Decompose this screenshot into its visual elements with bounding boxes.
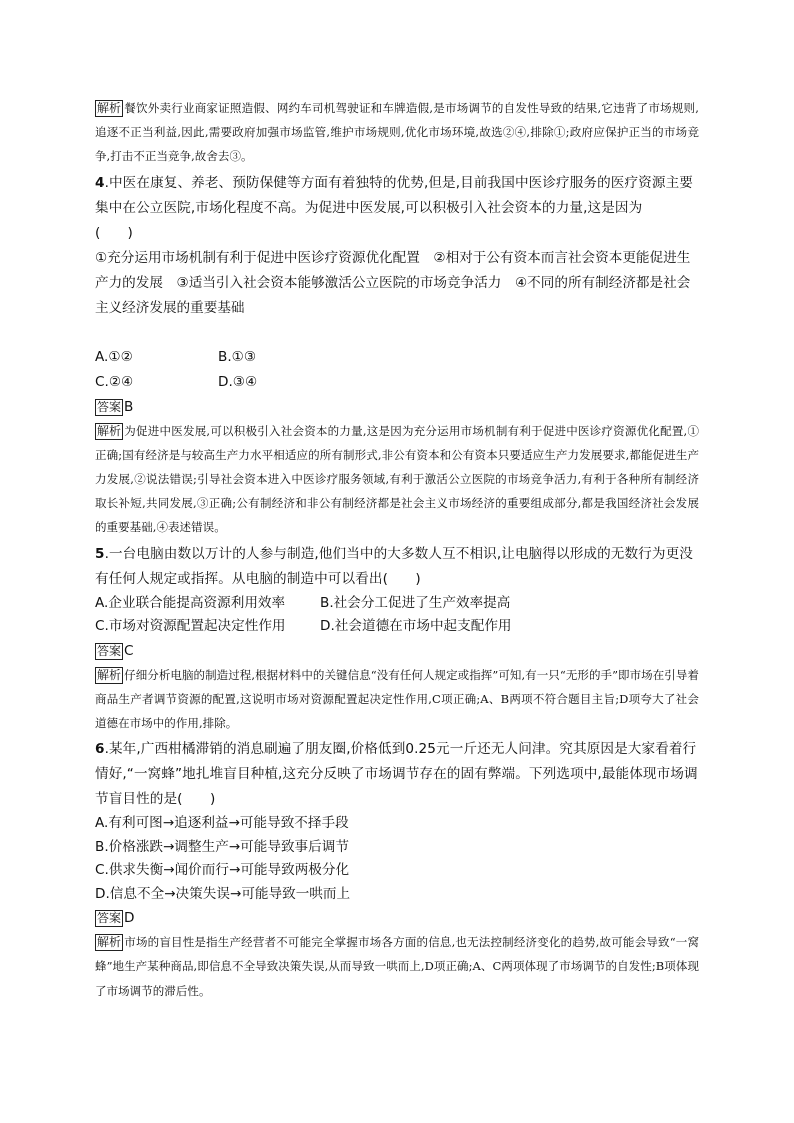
analysis-label: 解析 [97, 101, 122, 115]
q6-analysis-text: 市场的盲目性是指生产经营者不可能完全掌握市场各方面的信息,也无法控制经济变化的趋势,故可能会导致“一窝蜂”地生产某种商品,即信息不全导致决策失误,从而导致一哄而上,D项正确;A、C两项体现了市场调节的自发性;B项体现了市场调节的滞后性。 [95, 935, 699, 998]
q6-answer [95, 906, 699, 930]
q5-answer [95, 639, 699, 663]
document-page [95, 96, 699, 1003]
q6-option-c: C.供求失衡→闻价而行→可能导致两极分化 [95, 862, 350, 879]
q4-option-a: A.①② [95, 348, 133, 365]
answer-label: 答案 [97, 399, 122, 414]
analysis-label: 解析 [97, 423, 122, 438]
q4-answer [95, 395, 699, 419]
q4-answer-value: B [124, 398, 134, 415]
q4-options [95, 345, 699, 395]
q6-number: 6 [95, 741, 105, 758]
q3-analysis-text: 餐饮外卖行业商家证照造假、网约车司机驾驶证和车牌造假,是市场调节的自发性导致的结果,它违背了市场规则,追逐不正当利益,因此,需要政府加强市场监管,维护市场规则,优化市场环境,故选②④,排除①;政府应保护正当的市场竞争,打击不正当竞争,故舍去③。 [95, 101, 699, 164]
analysis-label: 解析 [97, 935, 122, 950]
q4-analysis [95, 419, 699, 540]
q4-option-d: D.③④ [218, 373, 258, 390]
q4-paren: ( ) [95, 224, 133, 241]
q4-statements: ①充分运用市场机制有利于促进中医诊疗资源优化配置 ②相对于公有资本而言社会资本更能促进生产力的发展 ③适当引入社会资本能够激活公立医院的市场竞争活力 ④不同的所有制经济都是社会主义经济发展的重要基础 [95, 249, 691, 316]
q4-option-b: B.①③ [218, 348, 257, 365]
q5-analysis-text: 仔细分析电脑的制造过程,根据材料中的关键信息“没有任何人规定或指挥”可知,有一只“无形的手”即市场在引导着商品生产者调节资源的配置,这说明市场对资源配置起决定性作用,C项正确;A、B两项不符合题目主旨;D项夸大了社会道德在市场中的作用,排除。 [95, 667, 699, 731]
q6-analysis [95, 930, 699, 1003]
q5-answer-value: C [124, 642, 134, 659]
q5-option-d: D.社会道德在市场中起支配作用 [320, 618, 512, 635]
answer-label: 答案 [97, 911, 122, 926]
q4-number: 4 [95, 174, 105, 191]
q6-answer-value: D [124, 910, 135, 927]
q6-option-b: B.价格涨跌→调整生产→可能导致事后调节 [95, 838, 349, 855]
q5-option-c: C.市场对资源配置起决定性作用 [95, 618, 286, 635]
analysis-label: 解析 [97, 667, 122, 682]
q4-analysis-text: 为促进中医发展,可以积极引入社会资本的力量,这是因为充分运用市场机制有利于促进中医诊疗资源优化配置,①正确;国有经济是与较高生产力水平相适应的所有制形式,非公有资本和公有资本只要适应生产力发展要求,都能促进生产力发展,②说法错误;引导社会资本进入中医诊疗服务领域,有利于激活公立医院的市场竞争活力,有利于各种所有制经济取长补短,共同发展,③正确;公有制经济和非公有制经济都是社会主义市场经济的重要组成部分,都是我国经济社会发展的重要基础,④表述错误。 [95, 423, 699, 535]
q4-stem [95, 171, 699, 221]
q6-options [95, 812, 699, 906]
q5-option-b: B.社会分工促进了生产效率提高 [320, 594, 511, 611]
q5-stem-text: .一台电脑由数以万计的人参与制造,他们当中的大多数人互不相识,让电脑得以形成的无数行为更没有任何人规定或指挥。从电脑的制造中可以看出( ) [95, 545, 693, 587]
answer-label: 答案 [97, 643, 122, 658]
q6-option-d: D.信息不全→决策失误→可能导致一哄而上 [95, 885, 351, 902]
q4-stem-text: .中医在康复、养老、预防保健等方面有着独特的优势,但是,目前我国中医诊疗服务的医疗资源主要集中在公立医院,市场化程度不高。为促进中医发展,可以积极引入社会资本的力量,这是因为 [95, 174, 693, 216]
q5-analysis [95, 663, 699, 736]
q6-stem [95, 737, 699, 812]
spacer [95, 321, 699, 345]
q3-analysis [95, 96, 699, 169]
q5-number: 5 [95, 545, 105, 562]
q5-option-a: A.企业联合能提高资源利用效率 [95, 594, 286, 611]
q6-stem-text: .某年,广西柑橘滞销的消息刷遍了朋友圈,价格低到0.25元一斤还无人问津。究其原因是大家看着行情好,“一窝蜂”地扎堆盲目种植,这充分反映了市场调节存在的固有弊端。下列选项中,最能体现市场调节盲目性的是( ) [95, 741, 698, 808]
q6-option-a: A.有利可图→追逐利益→可能导致不择手段 [95, 815, 349, 832]
q4-option-c: C.②④ [95, 373, 134, 390]
q5-options [95, 592, 699, 639]
q5-stem [95, 542, 699, 592]
